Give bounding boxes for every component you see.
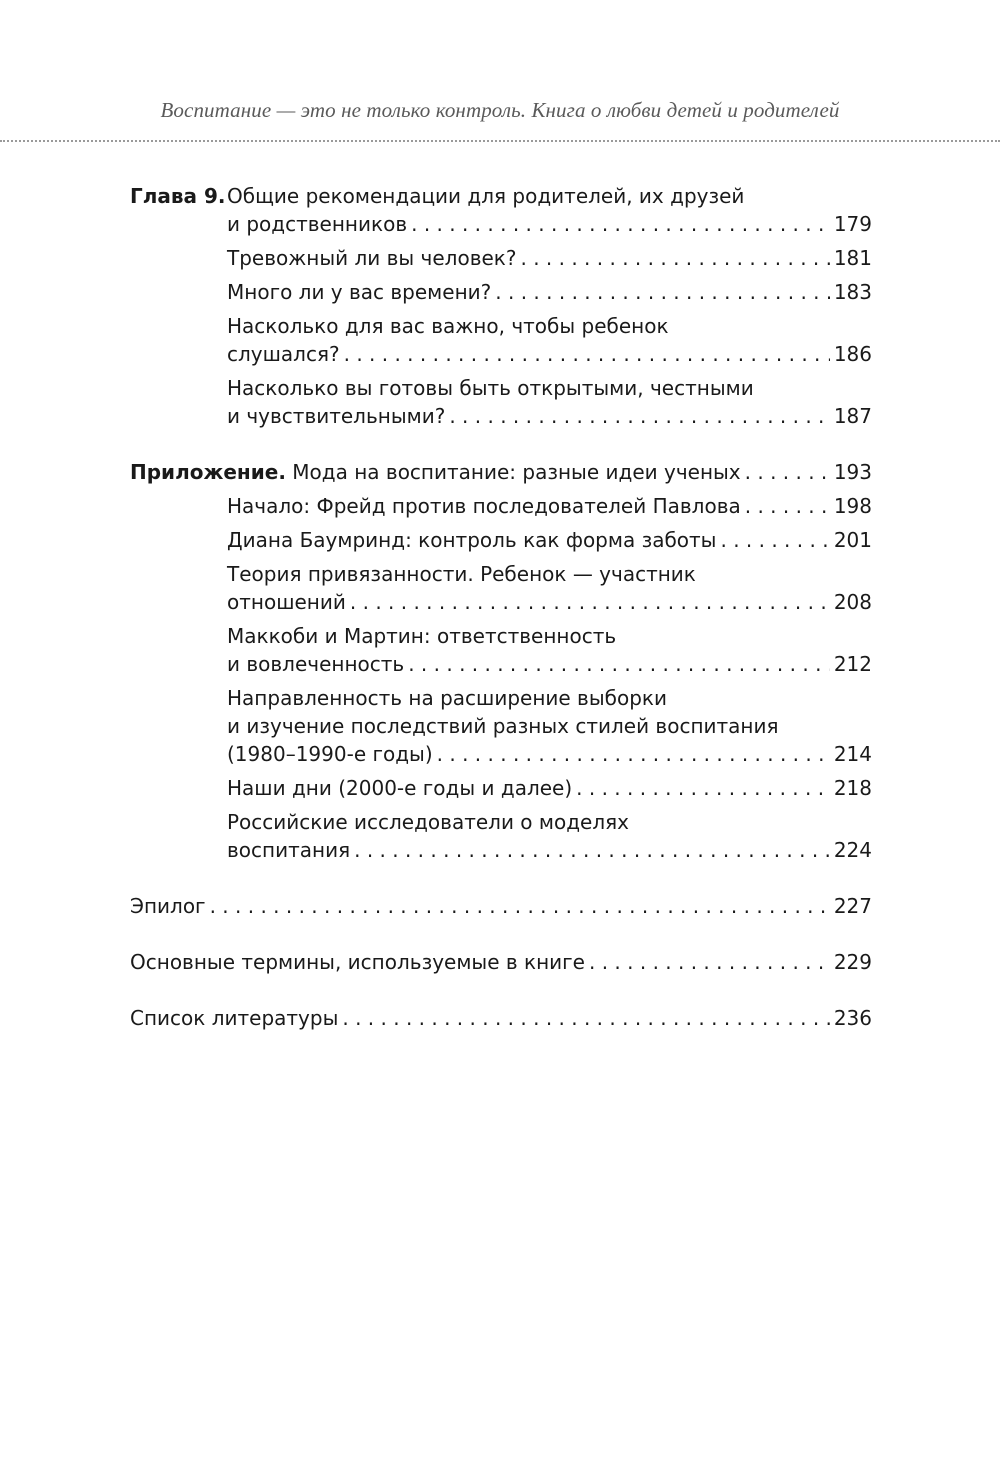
toc-item-title: Начало: Фрейд против последователей Павлова bbox=[227, 494, 741, 518]
page-number: 214 bbox=[833, 742, 872, 766]
toc-item[interactable] bbox=[227, 622, 872, 678]
chapter-title-line: и родственников bbox=[227, 212, 408, 236]
toc-item[interactable] bbox=[227, 312, 872, 368]
dot-leader bbox=[354, 836, 830, 864]
toc-item-title: Диана Баумринд: контроль как форма заботы bbox=[227, 528, 717, 552]
dot-leader bbox=[745, 492, 830, 520]
chapter-title-line: Общие рекомендации для родителей, их друзей bbox=[227, 184, 745, 208]
table-of-contents bbox=[130, 182, 872, 1032]
toc-item-title: Российские исследователи о моделях bbox=[227, 810, 630, 834]
dot-leader bbox=[449, 402, 829, 430]
toc-item-title: (1980–1990-е годы) bbox=[227, 742, 433, 766]
toc-item[interactable] bbox=[227, 560, 872, 616]
toc-glossary[interactable] bbox=[130, 948, 872, 976]
dot-leader bbox=[342, 1004, 829, 1032]
toc-references[interactable] bbox=[130, 1004, 872, 1032]
appendix-subsections bbox=[130, 492, 872, 864]
toc-item-title: Наши дни (2000-е годы и далее) bbox=[227, 776, 573, 800]
page-number: 193 bbox=[833, 460, 872, 484]
dot-leader bbox=[411, 210, 830, 238]
toc-item[interactable] bbox=[227, 244, 872, 272]
page-number: 218 bbox=[833, 776, 872, 800]
toc-item-title: Маккоби и Мартин: ответственность bbox=[227, 624, 617, 648]
page-number: 183 bbox=[833, 280, 872, 304]
toc-item[interactable] bbox=[227, 492, 872, 520]
toc-item-title: Основные термины, используемые в книге bbox=[130, 950, 585, 974]
toc-item-title: Насколько для вас важно, чтобы ребенок bbox=[227, 314, 669, 338]
toc-item[interactable] bbox=[227, 374, 872, 430]
page-number: 208 bbox=[833, 590, 872, 614]
dot-leader bbox=[520, 244, 829, 272]
toc-item-title: Эпилог bbox=[130, 894, 206, 918]
dot-leader bbox=[495, 278, 830, 306]
dot-leader bbox=[589, 948, 830, 976]
toc-item-title: Список литературы bbox=[130, 1006, 339, 1030]
chapter-label: Глава 9. bbox=[130, 184, 226, 208]
dot-leader bbox=[210, 892, 830, 920]
page-number: 227 bbox=[833, 894, 872, 918]
page-number: 179 bbox=[833, 212, 872, 236]
dot-leader bbox=[745, 458, 830, 486]
toc-item-title: Насколько вы готовы быть открытыми, честными bbox=[227, 376, 754, 400]
page-number: 212 bbox=[833, 652, 872, 676]
running-head: Воспитание — это не только контроль. Книга о любви детей и родителей bbox=[160, 98, 840, 122]
toc-item-title: слушался? bbox=[227, 342, 340, 366]
toc-item[interactable] bbox=[227, 526, 872, 554]
toc-item-title: и изучение последствий разных стилей воспитания bbox=[227, 714, 779, 738]
appendix-label: Приложение. bbox=[130, 460, 286, 484]
toc-appendix[interactable] bbox=[130, 458, 872, 486]
appendix-title: Мода на воспитание: разные идеи ученых bbox=[292, 460, 741, 484]
toc-item-title: Много ли у вас времени? bbox=[227, 280, 492, 304]
page-number: 187 bbox=[833, 404, 872, 428]
toc-item-title: Тревожный ли вы человек? bbox=[227, 246, 517, 270]
toc-item[interactable] bbox=[227, 684, 872, 768]
toc-epilogue[interactable] bbox=[130, 892, 872, 920]
page-number: 224 bbox=[833, 838, 872, 862]
chapter-9-subsections bbox=[130, 244, 872, 430]
page-number: 186 bbox=[833, 342, 872, 366]
page-number: 229 bbox=[833, 950, 872, 974]
page-number: 198 bbox=[833, 494, 872, 518]
dot-leader bbox=[437, 740, 830, 768]
dot-leader bbox=[720, 526, 829, 554]
toc-item-title: Направленность на расширение выборки bbox=[227, 686, 667, 710]
page-number: 236 bbox=[833, 1006, 872, 1030]
toc-item[interactable] bbox=[227, 278, 872, 306]
toc-item-title: отношений bbox=[227, 590, 346, 614]
dot-leader bbox=[344, 340, 830, 368]
page-number: 181 bbox=[833, 246, 872, 270]
toc-item[interactable] bbox=[227, 808, 872, 864]
toc-item[interactable] bbox=[227, 774, 872, 802]
dot-leader bbox=[408, 650, 830, 678]
dot-leader bbox=[576, 774, 830, 802]
page-number: 201 bbox=[833, 528, 872, 552]
toc-item-title: воспитания bbox=[227, 838, 351, 862]
toc-item-title: и чувствительными? bbox=[227, 404, 446, 428]
toc-item-title: и вовлеченность bbox=[227, 652, 405, 676]
header-divider bbox=[0, 140, 1000, 142]
dot-leader bbox=[350, 588, 830, 616]
toc-item-title: Теория привязанности. Ребенок — участник bbox=[227, 562, 696, 586]
toc-chapter-9[interactable] bbox=[130, 182, 872, 238]
